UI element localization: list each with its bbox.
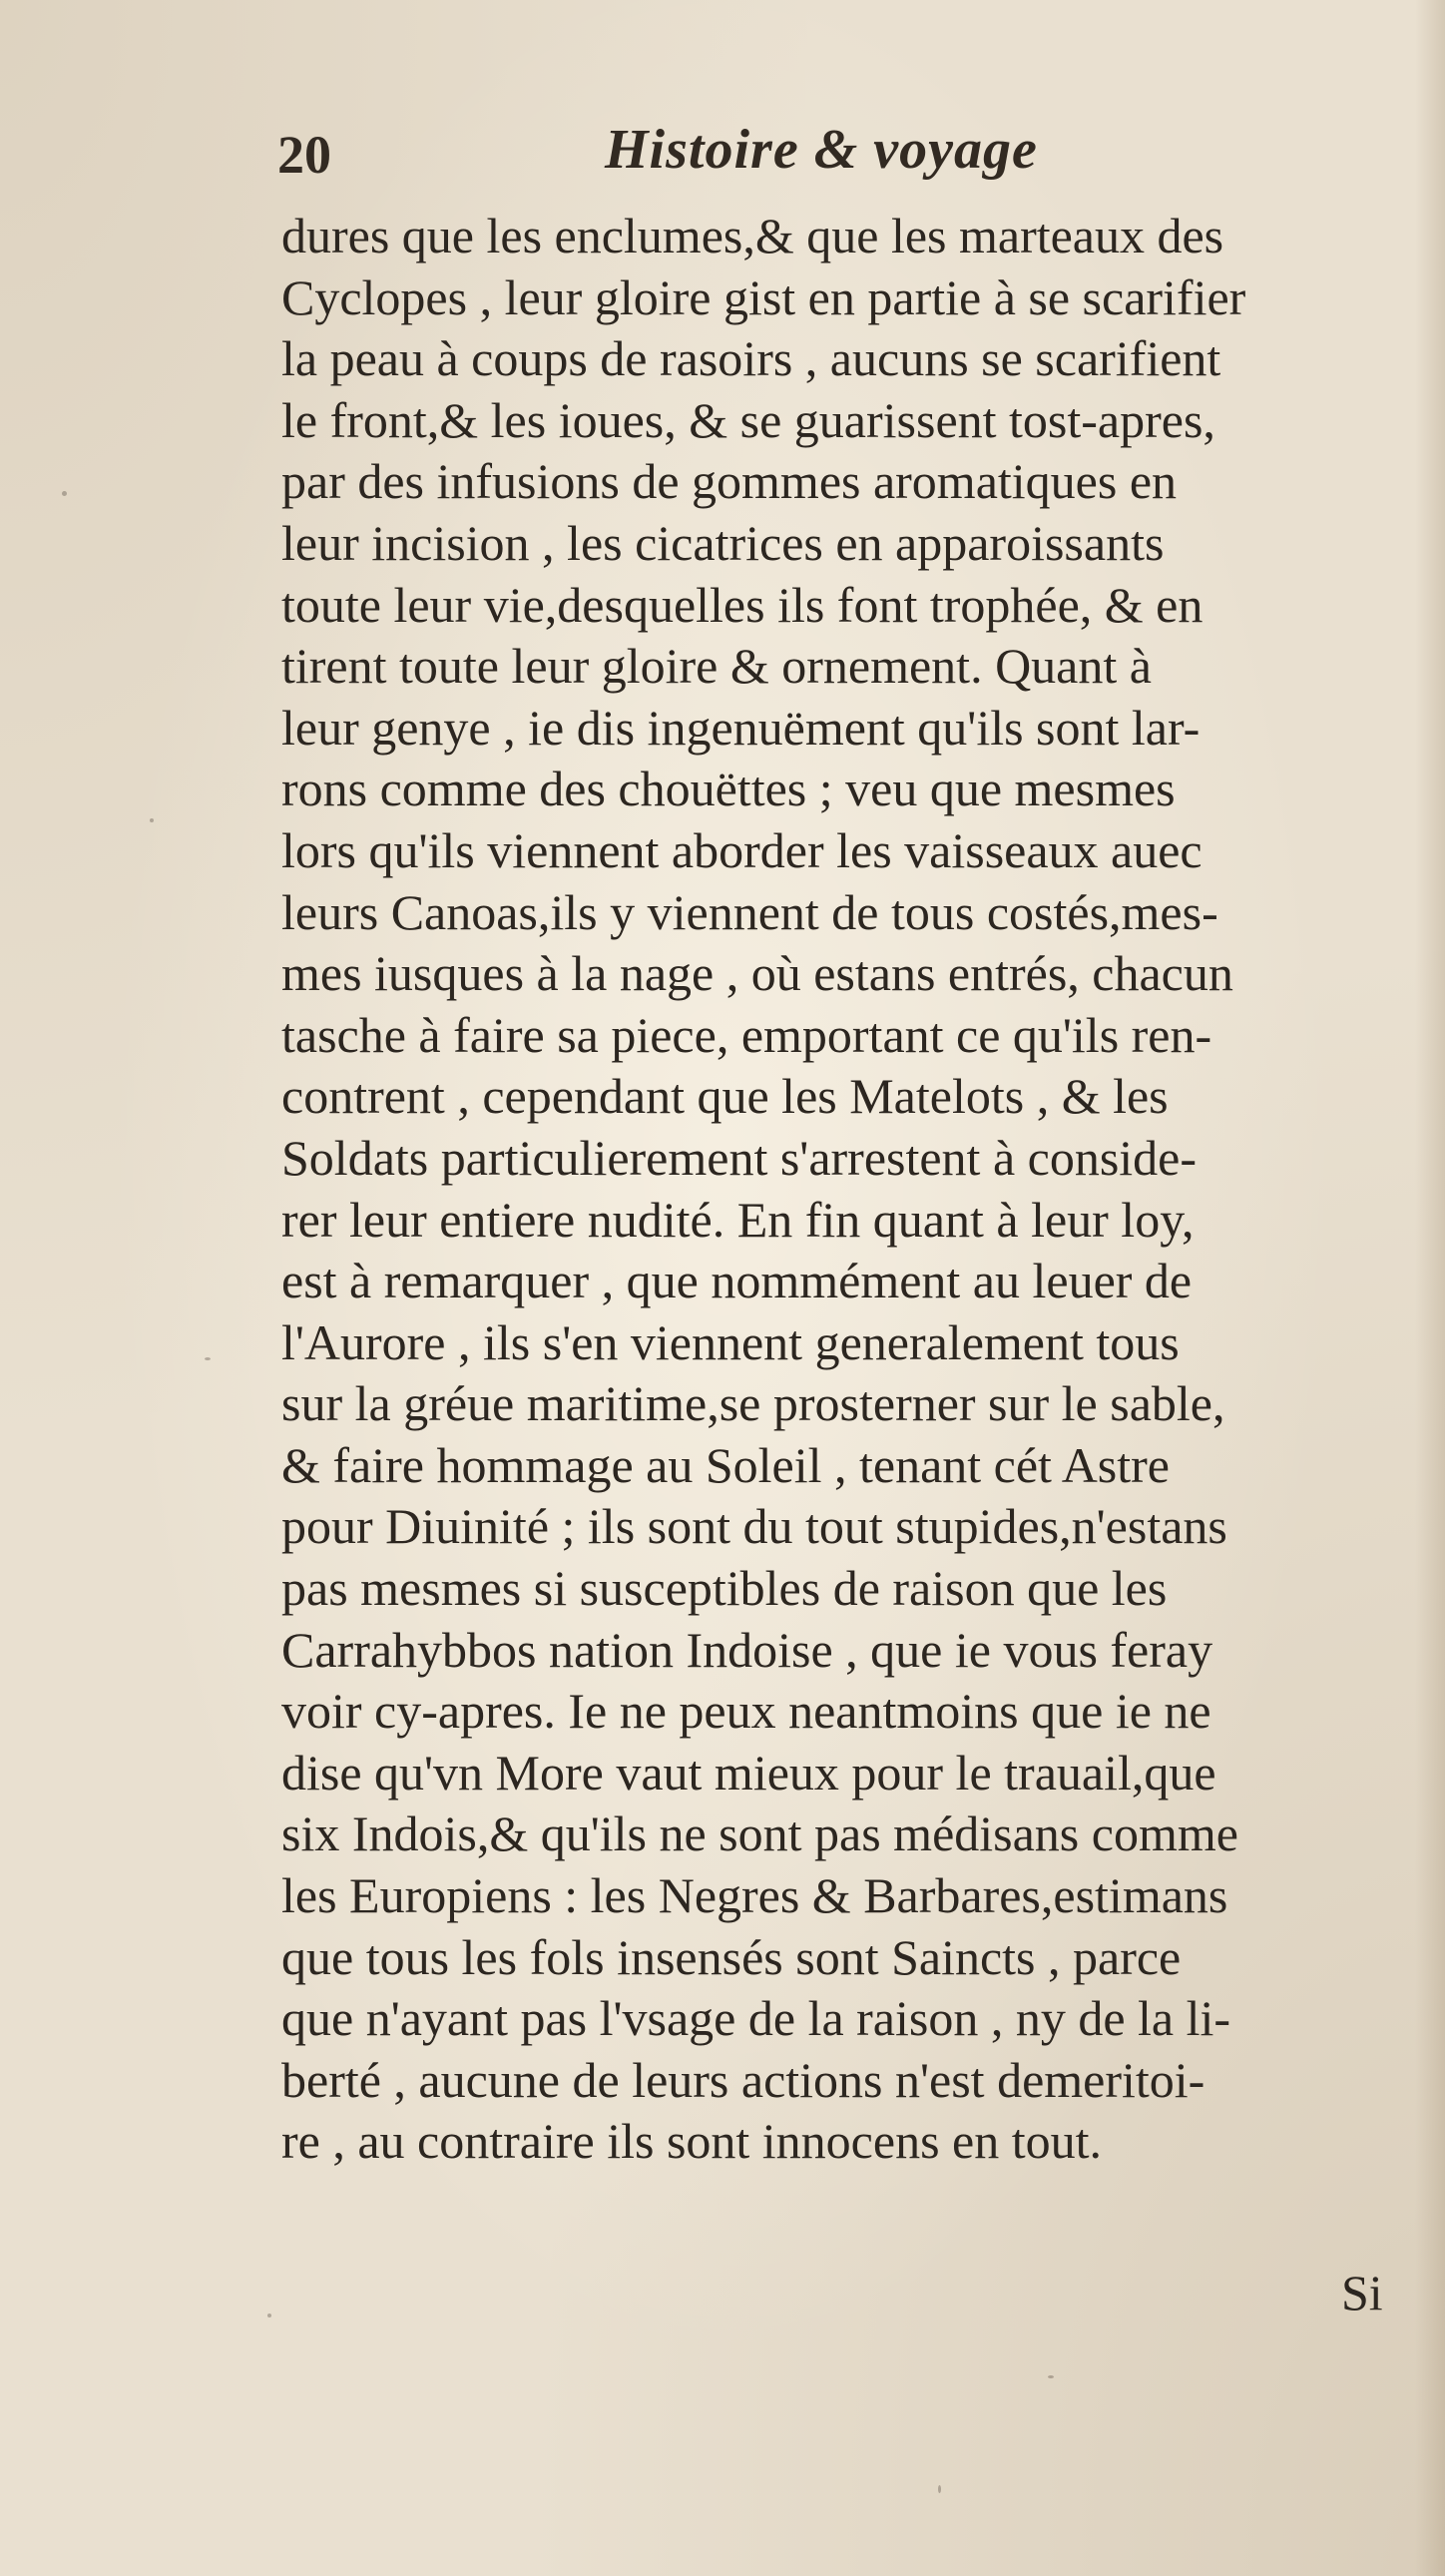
text-line: Carrahybbos nation Indoise , que ie vous feray <box>281 1621 1213 1678</box>
running-head <box>277 118 1176 198</box>
text-line: sur la gréue maritime,se prosterner sur le sable, <box>281 1375 1225 1432</box>
text-line: Cyclopes , leur gloire gist en partie à se scarifier <box>281 268 1246 325</box>
text-line: par des infusions de gommes aromatiques en <box>281 453 1178 510</box>
text-line: pour Diuinité ; ils sont du tout stupides,n'estans <box>281 1498 1227 1555</box>
text-line: six Indois,& qu'ils ne sont pas médisans comme <box>281 1805 1238 1862</box>
text-line: lors qu'ils viennent aborder les vaisseaux auec <box>281 821 1203 878</box>
text-line: leur incision , les cicatrices en apparoissants <box>281 514 1165 571</box>
paper-speck <box>150 818 154 822</box>
paper-speck <box>1048 2375 1054 2378</box>
paper-speck <box>62 491 67 496</box>
text-line: leurs Canoas,ils y viennent de tous costés,mes- <box>281 883 1218 940</box>
page-number: 20 <box>277 125 331 185</box>
text-line: pas mesmes si susceptibles de raison que les <box>281 1560 1168 1617</box>
text-line: la peau à coups de rasoirs , aucuns se scarifient <box>281 330 1221 387</box>
running-title: Histoire & voyage <box>605 119 1038 181</box>
text-line: le front,& les ioues, & se guarissent tost-apres, <box>281 391 1215 448</box>
text-line: & faire hommage au Soleil , tenant cét Astre <box>281 1436 1170 1493</box>
text-line: tirent toute leur gloire & ornement. Quant à <box>281 638 1152 695</box>
text-line: l'Aurore , ils s'en viennent generalement tous <box>281 1313 1180 1370</box>
text-line: dise qu'vn More vaut mieux pour le trauail,que <box>281 1744 1216 1801</box>
text-line: toute leur vie,desquelles ils font trophée, & en <box>281 576 1204 633</box>
paper-speck <box>205 1357 211 1360</box>
text-line: les Europiens : les Negres & Barbares,estimans <box>281 1867 1228 1924</box>
text-line: leur genye , ie dis ingenuëment qu'ils sont lar- <box>281 699 1201 756</box>
text-line: rer leur entiere nudité. En fin quant à leur loy, <box>281 1191 1195 1248</box>
text-line: tasche à faire sa piece, emportant ce qu'ils ren- <box>281 1006 1212 1063</box>
catchword: Si <box>1341 2265 1383 2320</box>
text-line: que n'ayant pas l'vsage de la raison , ny de la li- <box>281 1990 1231 2047</box>
text-line: est à remarquer , que nommément au leuer de <box>281 1253 1193 1309</box>
text-line: mes iusques à la nage , où estans entrés, chacun <box>281 945 1233 1002</box>
text-line: voir cy-apres. Ie ne peux neantmoins que ie ne <box>281 1683 1211 1740</box>
body-text <box>281 206 1399 2173</box>
text-line: rons comme des chouëttes ; veu que mesmes <box>281 761 1176 817</box>
text-line: dures que les enclumes,& que les marteaux des <box>281 208 1224 263</box>
paper-speck <box>938 2485 941 2493</box>
page-edge-shadow <box>1415 0 1445 2576</box>
paper-speck <box>267 2314 271 2318</box>
text-line: re , au contraire ils sont innocens en tout. <box>281 2113 1102 2170</box>
text-line: contrent , cependant que les Matelots , & les <box>281 1068 1169 1125</box>
text-line: berté , aucune de leurs actions n'est demeritoi- <box>281 2051 1205 2108</box>
text-line: que tous les fols insensés sont Saincts , parce <box>281 1928 1182 1985</box>
text-line: Soldats particulierement s'arrestent à conside- <box>281 1129 1198 1186</box>
